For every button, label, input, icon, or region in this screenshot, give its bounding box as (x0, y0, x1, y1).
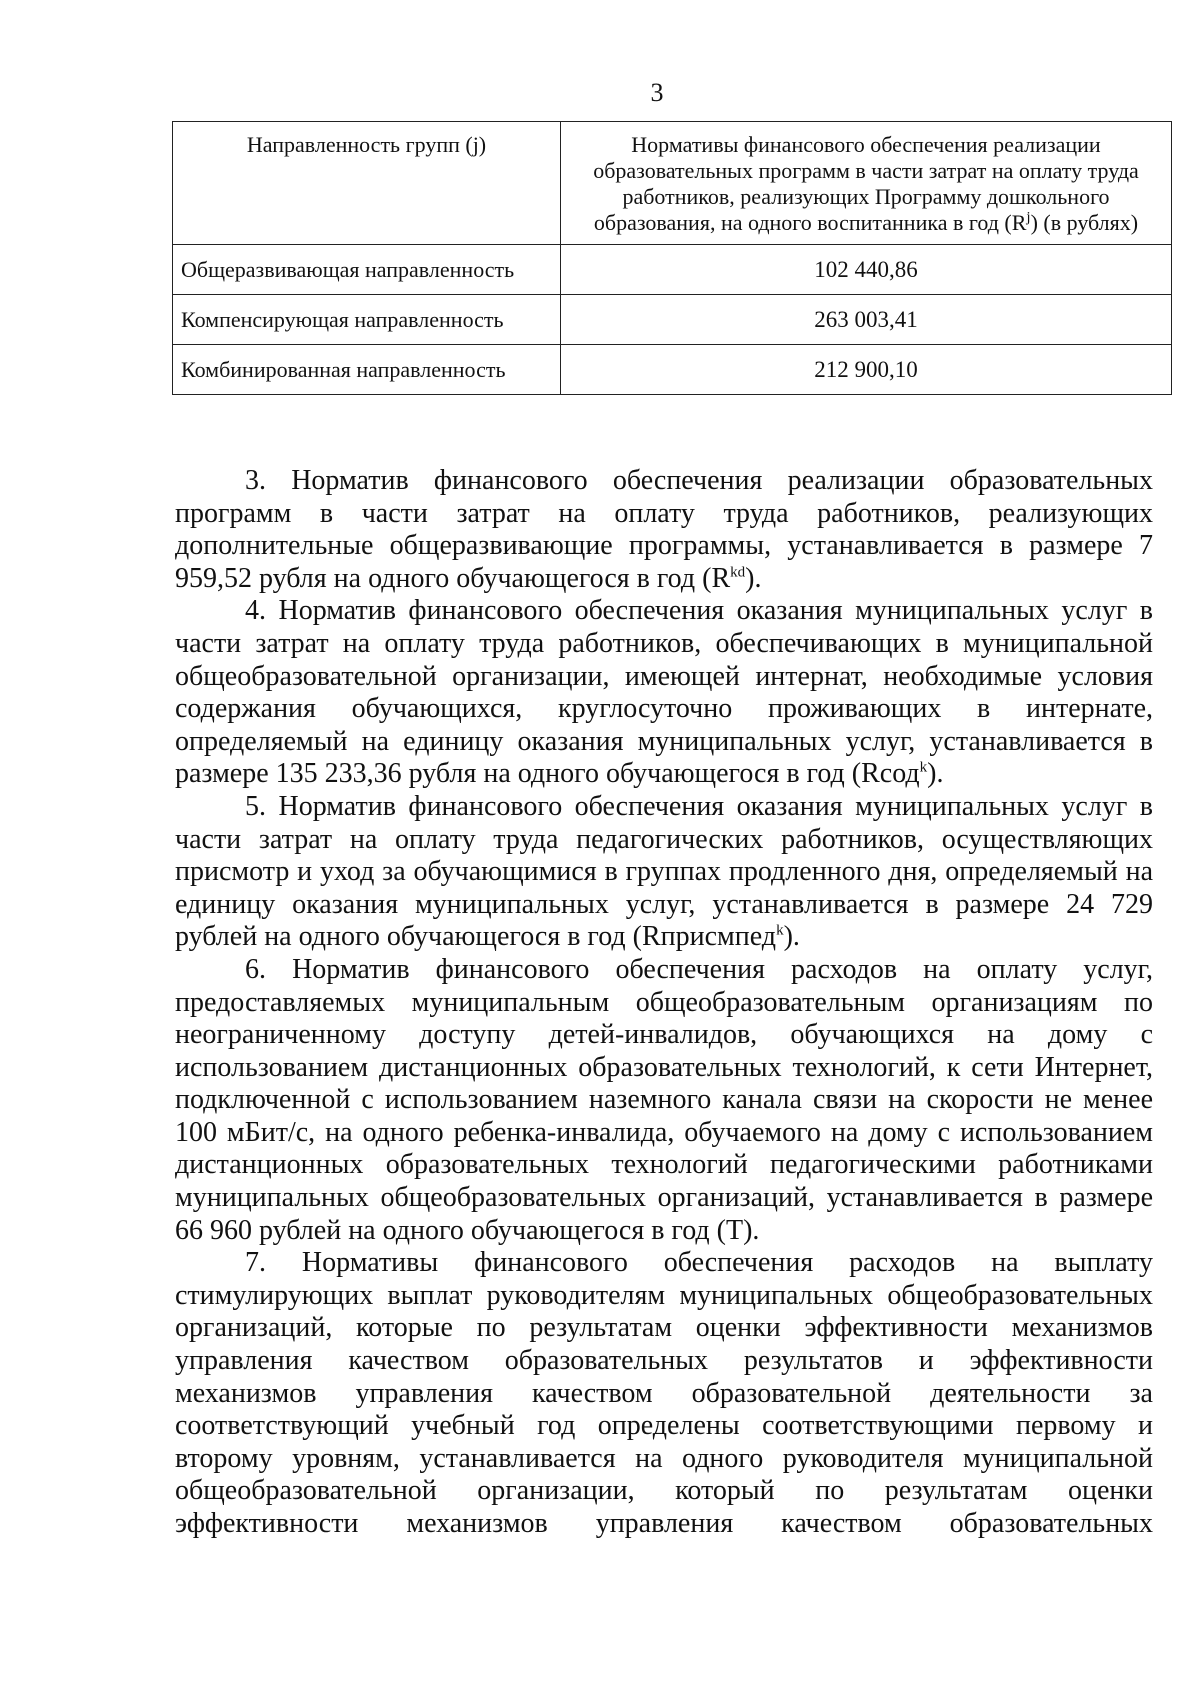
header-norms (561, 122, 1172, 245)
paragraph-5-sup: k (776, 922, 784, 939)
paragraph-6 (175, 954, 1153, 1247)
row-value: 263 003,41 (561, 295, 1172, 345)
table-row (173, 295, 1172, 345)
paragraph-7 (175, 1247, 1153, 1540)
row-value: 102 440,86 (561, 245, 1172, 295)
paragraph-3-sup: kd (730, 564, 746, 581)
paragraph-4-tail: ). (927, 758, 944, 790)
paragraph-3-tail: ). (745, 562, 762, 594)
header-col1-text: Направленность групп (j) (246, 132, 487, 157)
paragraph-5-tail: ). (783, 921, 800, 953)
row-value: 212 900,10 (561, 345, 1172, 395)
paragraph-4 (175, 595, 1153, 791)
paragraph-5-text: 5. Норматив финансового обеспечения оказания муниципальных услуг в части затрат на оплату труда педагогических работников, осуществляющих присмотр и уход за обучающимися в группах продленного дня, определяемый на единицу оказания муниципальных услуг, устанавливается в размере 24 729 рублей на одного обучающегося в год (Rприсмпед (175, 790, 1153, 953)
table-row (173, 245, 1172, 295)
row-name: Общеразвивающая направленность (173, 245, 561, 295)
header-col2-text: Нормативы финансового обеспечения реализации образовательных программ в части затрат на оплату труда работников, реализующих Программу дошкольного образования, на одного воспитанника в год (R (593, 132, 1139, 235)
norms-table (172, 121, 1172, 395)
paragraph-7-text: 7. Нормативы финансового обеспечения расходов на выплату стимулирующих выплат руководителям муниципальных общеобразовательных организаций, которые по результатам оценки эффективности механизмов управления качеством образовательных результатов и эффективности механизмов управления качеством образовательной деятельности за соответствующий учебный год определены соответствующими первому и второму уровням, устанавливается на одного руководителя муниципальной общеобразовательной организации, который по результатам оценки эффективности механизмов управления качеством образовательных (175, 1247, 1153, 1539)
paragraph-6-text: 6. Норматив финансового обеспечения расходов на оплату услуг, предоставляемых муниципальным общеобразовательным организациям по неограниченному доступу детей-инвалидов, обучающихся на дому с использованием дистанционных образовательных технологий, к сети Интернет, подключенной с использованием наземного канала связи на скорости не менее 100 мБит/с, на одного ребенка-инвалида, обучаемого на дому с использованием дистанционных образовательных технологий педагогическими работниками муниципальных общеобразовательных организаций, устанавливается в размере 66 960 рублей на одного обучающегося в год (Т). (175, 953, 1153, 1246)
body-text (175, 465, 1153, 1541)
paragraph-4-text: 4. Норматив финансового обеспечения оказания муниципальных услуг в части затрат на оплату труда работников, обеспечивающих в муниципальной общеобразовательной организации, имеющей интернат, необходимые условия содержания обучающихся, круглосуточно проживающих в интернате, определяемый на единицу оказания муниципальных услуг, устанавливается в размере 135 233,36 рубля на одного обучающегося в год (Rсод (175, 595, 1153, 790)
page-number: 3 (650, 78, 664, 107)
row-name: Компенсирующая направленность (173, 295, 561, 345)
row-name: Комбинированная направленность (173, 345, 561, 395)
paragraph-4-sup: k (919, 760, 928, 777)
paragraph-5 (175, 791, 1153, 954)
table-header-row (173, 122, 1172, 245)
table-row (173, 345, 1172, 395)
paragraph-3-text: 3. Норматив финансового обеспечения реализации образовательных программ в части затрат на оплату труда работников, реализующих дополнительные общеразвивающие программы, устанавливается в размере 7 959,52 рубля на одного обучающегося в год (R (175, 465, 1153, 594)
header-col2-tail: ) (в рублях) (1030, 210, 1139, 235)
header-group-direction (173, 122, 561, 245)
header-col2-sup: j (1026, 209, 1031, 226)
paragraph-3 (175, 465, 1153, 595)
